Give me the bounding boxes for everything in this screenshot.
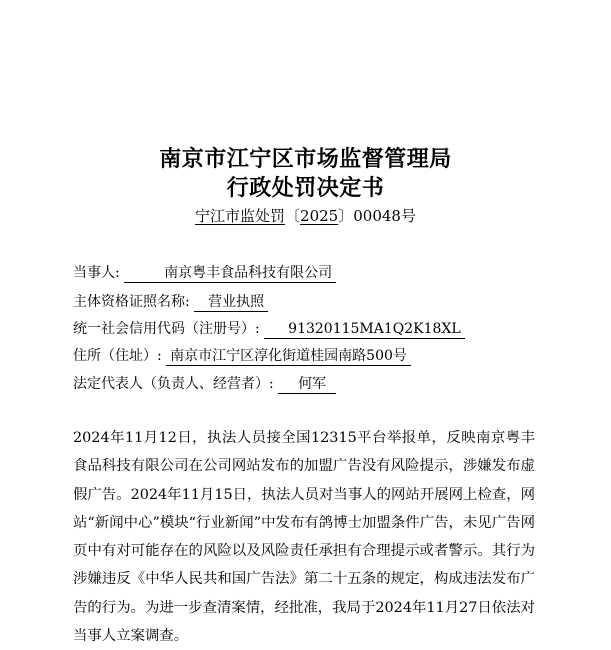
party-name-label: 当事人: [73, 265, 120, 281]
credit-code-field [73, 318, 465, 339]
doc-number-year: 2025 [300, 207, 339, 225]
legal-representative-value: 何军 [278, 376, 336, 394]
license-type-field [73, 291, 268, 312]
address-field [73, 345, 411, 366]
doc-number-prefix: 宁江市监处罚 [195, 207, 286, 225]
doc-number-bracket-close: 〕 [338, 207, 354, 225]
case-facts-paragraph: 2024年11月12日，执法人员接全国12315平台举报单，反映南京粤丰食品科技有限公司在公司网站发布的加盟广告没有风险提示，涉嫌发布虚假广告。2024年11月15日，执法人员对当事人的网站开展网上检查，网站“新闻中心”模块“行业新闻”中发布有鸽博士加盟条件广告，未见广告网页中有对可能存在的风险以及风险责任承担有合理提示或者警示。其行为涉嫌违反《中华人民共和国广告法》第二十五条的规定，构成违法发布广告的行为。为进一步查清案情，经批准，我局于2024年11月27日依法对当事人立案调查。 [73, 430, 535, 645]
license-type-value: 营业执照 [194, 294, 268, 312]
credit-code-label: 统一社会信用代码（注册号）: [73, 321, 260, 337]
credit-code-value: 91320115MA1Q2K18XL [264, 321, 465, 339]
document-number [0, 205, 611, 226]
legal-representative-label: 法定代表人（负责人、经营者）: [73, 376, 274, 392]
license-type-label: 主体资格证照名称: [73, 294, 190, 310]
document-title-agency: 南京市江宁区市场监督管理局 [159, 146, 452, 172]
doc-number-bracket-open: 〔 [285, 207, 301, 225]
party-name-field [73, 262, 336, 283]
party-name-value: 南京粤丰食品科技有限公司 [124, 265, 336, 283]
address-value: 南京市江宁区淳化街道桂园南路500号 [166, 348, 411, 366]
legal-representative-field [73, 373, 336, 394]
address-label: 住所（住址）: [73, 348, 162, 364]
document-title-type: 行政处罚决定书 [226, 175, 385, 201]
doc-number-serial: 00048号 [353, 207, 416, 225]
